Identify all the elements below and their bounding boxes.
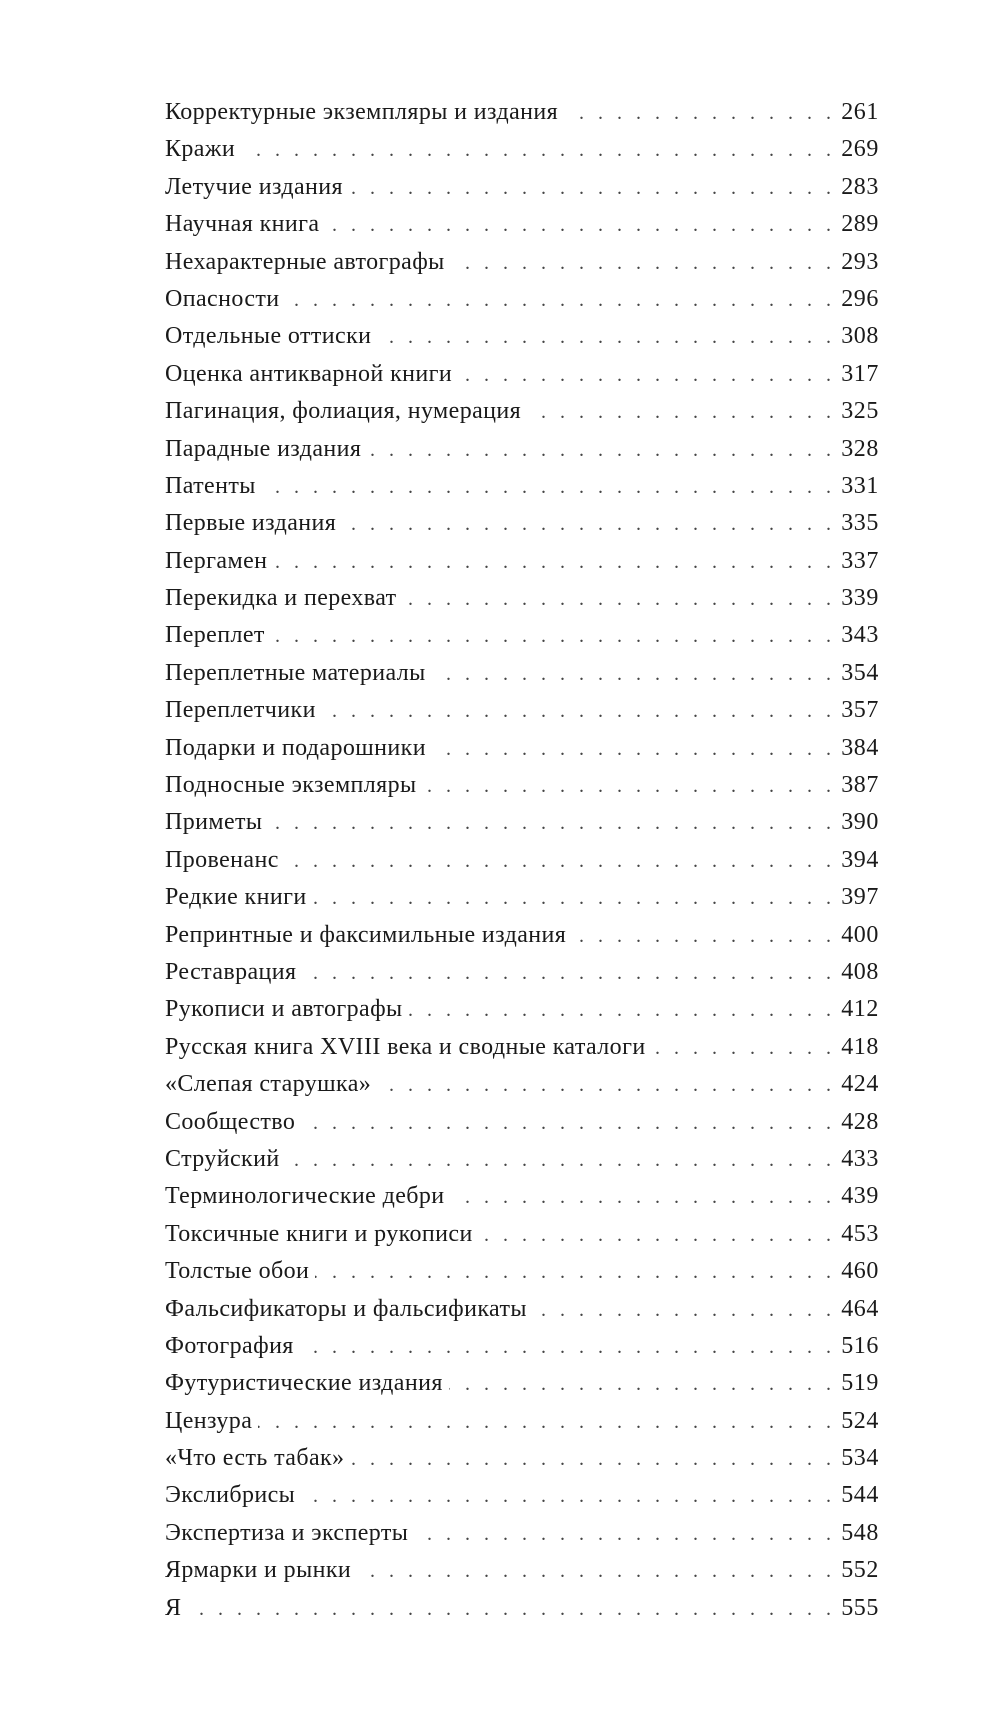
- dot-leader: [564, 95, 831, 132]
- toc-entry-page-number: 296: [841, 285, 879, 312]
- toc-entry[interactable]: [165, 1552, 879, 1589]
- toc-entry[interactable]: [165, 692, 879, 729]
- toc-entry-page-number: 328: [841, 435, 879, 462]
- toc-entry[interactable]: [165, 468, 879, 505]
- dot-leader: [451, 245, 831, 282]
- toc-entry-page-number: 548: [841, 1519, 879, 1546]
- dot-leader: [313, 880, 831, 917]
- toc-entry[interactable]: [165, 1477, 879, 1514]
- toc-entry-title: Цензура: [165, 1407, 253, 1434]
- toc-entry[interactable]: [165, 281, 879, 318]
- toc-entry-page-number: 412: [841, 996, 879, 1023]
- toc-entry-page-number: 390: [841, 809, 879, 836]
- toc-entry[interactable]: [165, 1141, 879, 1178]
- dot-leader: [342, 506, 831, 543]
- toc-entry-title: Кражи: [165, 136, 236, 163]
- dot-leader: [271, 618, 831, 655]
- dot-leader: [286, 282, 831, 319]
- dot-leader: [409, 992, 831, 1029]
- dot-leader: [273, 544, 831, 581]
- toc-entry-page-number: 387: [841, 772, 879, 799]
- toc-entry-title: Переплет: [165, 622, 265, 649]
- toc-entry[interactable]: [165, 318, 879, 355]
- toc-entry-page-number: 534: [841, 1445, 879, 1472]
- toc-entry-page-number: 339: [841, 585, 879, 612]
- toc-entry-title: Подносные экземпляры: [165, 772, 417, 799]
- dot-leader: [377, 319, 831, 356]
- toc-entry-title: Корректурные экземпляры и издания: [165, 99, 559, 125]
- toc-entry-title: Первые издания: [165, 510, 337, 537]
- toc-entry-title: Ярмарки и рынки: [165, 1557, 352, 1584]
- dot-leader: [325, 207, 831, 244]
- toc-entry-page-number: 418: [841, 1033, 879, 1060]
- dot-leader: [258, 1404, 831, 1441]
- toc-entry-page-number: 428: [841, 1108, 879, 1135]
- toc-entry[interactable]: [165, 1403, 879, 1440]
- toc-entry-title: Приметы: [165, 809, 263, 836]
- dot-leader: [268, 805, 831, 842]
- toc-entry-page-number: 384: [841, 734, 879, 761]
- toc-entry-title: Оценка антикварной книги: [165, 360, 453, 387]
- toc-entry-title: Отдельные оттиски: [165, 323, 372, 350]
- toc-entry-page-number: 357: [841, 697, 879, 724]
- toc-entry[interactable]: [165, 617, 879, 654]
- dot-leader: [572, 918, 831, 955]
- toc-entry-title: Пергамен: [165, 547, 268, 574]
- toc-entry[interactable]: [165, 1104, 879, 1141]
- toc-entry-page-number: 331: [841, 472, 879, 499]
- toc-entry-title: Переплетные материалы: [165, 659, 426, 686]
- dot-leader: [449, 1366, 831, 1403]
- toc-entry-title: Сообщество: [165, 1108, 296, 1135]
- toc-entry-title: «Что есть табак»: [165, 1445, 345, 1472]
- toc-entry-title: Экспертиза и эксперты: [165, 1519, 409, 1546]
- toc-entry-title: Токсичные книги и рукописи: [165, 1220, 473, 1247]
- toc-entry-page-number: 555: [841, 1594, 879, 1621]
- toc-entry-title: Терминологические дебри: [165, 1183, 445, 1210]
- toc-entry[interactable]: [165, 543, 879, 580]
- toc-entry-page-number: 524: [841, 1407, 879, 1434]
- dot-leader: [451, 1179, 831, 1216]
- toc-entry[interactable]: [165, 730, 879, 767]
- dot-leader: [458, 357, 831, 394]
- dot-leader: [315, 1254, 831, 1291]
- toc-entry-title: Пагинация, фолиация, нумерация: [165, 398, 522, 425]
- toc-entry-page-number: 293: [841, 248, 879, 275]
- dot-leader: [286, 1142, 831, 1179]
- table-of-contents: [165, 94, 879, 1627]
- toc-entry-page-number: 453: [841, 1220, 879, 1247]
- toc-entry-title: Опасности: [165, 285, 280, 312]
- dot-leader: [357, 1553, 831, 1590]
- dot-leader: [187, 1591, 831, 1628]
- toc-entry-page-number: 343: [841, 622, 879, 649]
- toc-entry-title: Нехарактерные автографы: [165, 248, 445, 275]
- toc-entry[interactable]: [165, 879, 879, 916]
- dot-leader: [262, 469, 831, 506]
- toc-entry-title: Экслибрисы: [165, 1482, 296, 1509]
- toc-entry[interactable]: [165, 917, 879, 954]
- toc-entry-title: Подарки и подарошники: [165, 734, 426, 761]
- toc-entry[interactable]: [165, 1590, 879, 1627]
- dot-leader: [432, 731, 831, 768]
- dot-leader: [527, 394, 831, 431]
- toc-entry[interactable]: [165, 842, 879, 879]
- toc-entry-page-number: 460: [841, 1258, 879, 1285]
- toc-entry-title: Русская книга XVIII века и сводные каталоги: [165, 1033, 646, 1060]
- toc-entry[interactable]: [165, 1029, 879, 1066]
- toc-entry-title: Научная книга: [165, 211, 320, 238]
- toc-entry-page-number: 424: [841, 1071, 879, 1098]
- dot-leader: [423, 768, 831, 805]
- dot-leader: [285, 843, 831, 880]
- dot-leader: [322, 693, 831, 730]
- toc-entry[interactable]: [165, 393, 879, 430]
- toc-entry-title: Рукописи и автографы: [165, 996, 403, 1023]
- toc-entry[interactable]: [165, 954, 879, 991]
- dot-leader: [302, 955, 831, 992]
- dot-leader: [241, 132, 831, 169]
- toc-entry-title: Парадные издания: [165, 435, 362, 462]
- toc-entry-title: Переплетчики: [165, 697, 316, 724]
- toc-entry-title: «Слепая старушка»: [165, 1071, 372, 1098]
- toc-entry[interactable]: [165, 655, 879, 692]
- toc-entry-title: Фальсификаторы и фальсификаты: [165, 1295, 527, 1322]
- toc-entry-page-number: 408: [841, 958, 879, 985]
- dot-leader: [432, 656, 831, 693]
- dot-leader: [301, 1478, 831, 1515]
- toc-entry[interactable]: [165, 1066, 879, 1103]
- toc-entry-page-number: 337: [841, 547, 879, 574]
- dot-leader: [301, 1105, 831, 1142]
- toc-entry-title: Редкие книги: [165, 884, 307, 911]
- toc-entry-page-number: 544: [841, 1482, 879, 1509]
- toc-entry-page-number: 261: [841, 99, 879, 125]
- toc-entry-page-number: 397: [841, 884, 879, 911]
- toc-entry-page-number: 317: [841, 360, 879, 387]
- toc-entry-page-number: 308: [841, 323, 879, 350]
- toc-entry[interactable]: [165, 356, 879, 393]
- toc-entry-title: Патенты: [165, 472, 256, 499]
- toc-entry[interactable]: [165, 206, 879, 243]
- toc-entry[interactable]: [165, 1216, 879, 1253]
- toc-entry-title: Толстые обои: [165, 1258, 310, 1285]
- toc-entry[interactable]: [165, 1440, 879, 1477]
- dot-leader: [349, 170, 831, 207]
- dot-leader: [300, 1329, 831, 1366]
- dot-leader: [479, 1217, 831, 1254]
- toc-entry[interactable]: [165, 1253, 879, 1290]
- toc-entry-page-number: 516: [841, 1332, 879, 1359]
- dot-leader: [403, 581, 831, 618]
- toc-entry[interactable]: [165, 244, 879, 281]
- toc-entry-page-number: 289: [841, 211, 879, 238]
- dot-leader: [414, 1516, 831, 1553]
- toc-entry-title: Перекидка и перехват: [165, 585, 397, 612]
- dot-leader: [367, 432, 831, 469]
- dot-leader: [377, 1067, 831, 1104]
- toc-entry[interactable]: [165, 169, 879, 206]
- toc-entry-title: Репринтные и факсимильные издания: [165, 921, 567, 948]
- toc-entry[interactable]: [165, 94, 879, 131]
- toc-entry[interactable]: [165, 1515, 879, 1552]
- toc-entry[interactable]: [165, 767, 879, 804]
- toc-entry[interactable]: [165, 505, 879, 542]
- toc-entry-title: Провенанс: [165, 846, 279, 873]
- toc-entry[interactable]: [165, 1328, 879, 1365]
- toc-entry[interactable]: [165, 804, 879, 841]
- toc-entry-page-number: 433: [841, 1145, 879, 1172]
- toc-entry-title: Фотография: [165, 1332, 294, 1359]
- toc-entry[interactable]: [165, 1365, 879, 1402]
- toc-entry[interactable]: [165, 431, 879, 468]
- toc-entry-title: Я: [165, 1594, 182, 1621]
- toc-entry-title: Футуристические издания: [165, 1370, 443, 1397]
- toc-entry-page-number: 269: [841, 136, 879, 163]
- dot-leader: [350, 1441, 831, 1478]
- toc-entry-page-number: 325: [841, 398, 879, 425]
- toc-entry[interactable]: [165, 580, 879, 617]
- toc-entry-page-number: 439: [841, 1183, 879, 1210]
- dot-leader: [533, 1292, 831, 1329]
- dot-leader: [652, 1030, 831, 1067]
- toc-entry-title: Реставрация: [165, 958, 297, 985]
- toc-entry-page-number: 464: [841, 1295, 879, 1322]
- toc-entry-title: Струйский: [165, 1145, 280, 1172]
- toc-entry-page-number: 400: [841, 921, 879, 948]
- toc-entry-page-number: 283: [841, 173, 879, 200]
- toc-entry[interactable]: [165, 1178, 879, 1215]
- toc-entry[interactable]: [165, 1291, 879, 1328]
- toc-entry[interactable]: [165, 991, 879, 1028]
- toc-entry-page-number: 335: [841, 510, 879, 537]
- toc-entry-page-number: 354: [841, 659, 879, 686]
- toc-entry-page-number: 519: [841, 1370, 879, 1397]
- toc-entry[interactable]: [165, 131, 879, 168]
- toc-entry-page-number: 552: [841, 1557, 879, 1584]
- toc-entry-title: Летучие издания: [165, 173, 343, 200]
- toc-entry-page-number: 394: [841, 846, 879, 873]
